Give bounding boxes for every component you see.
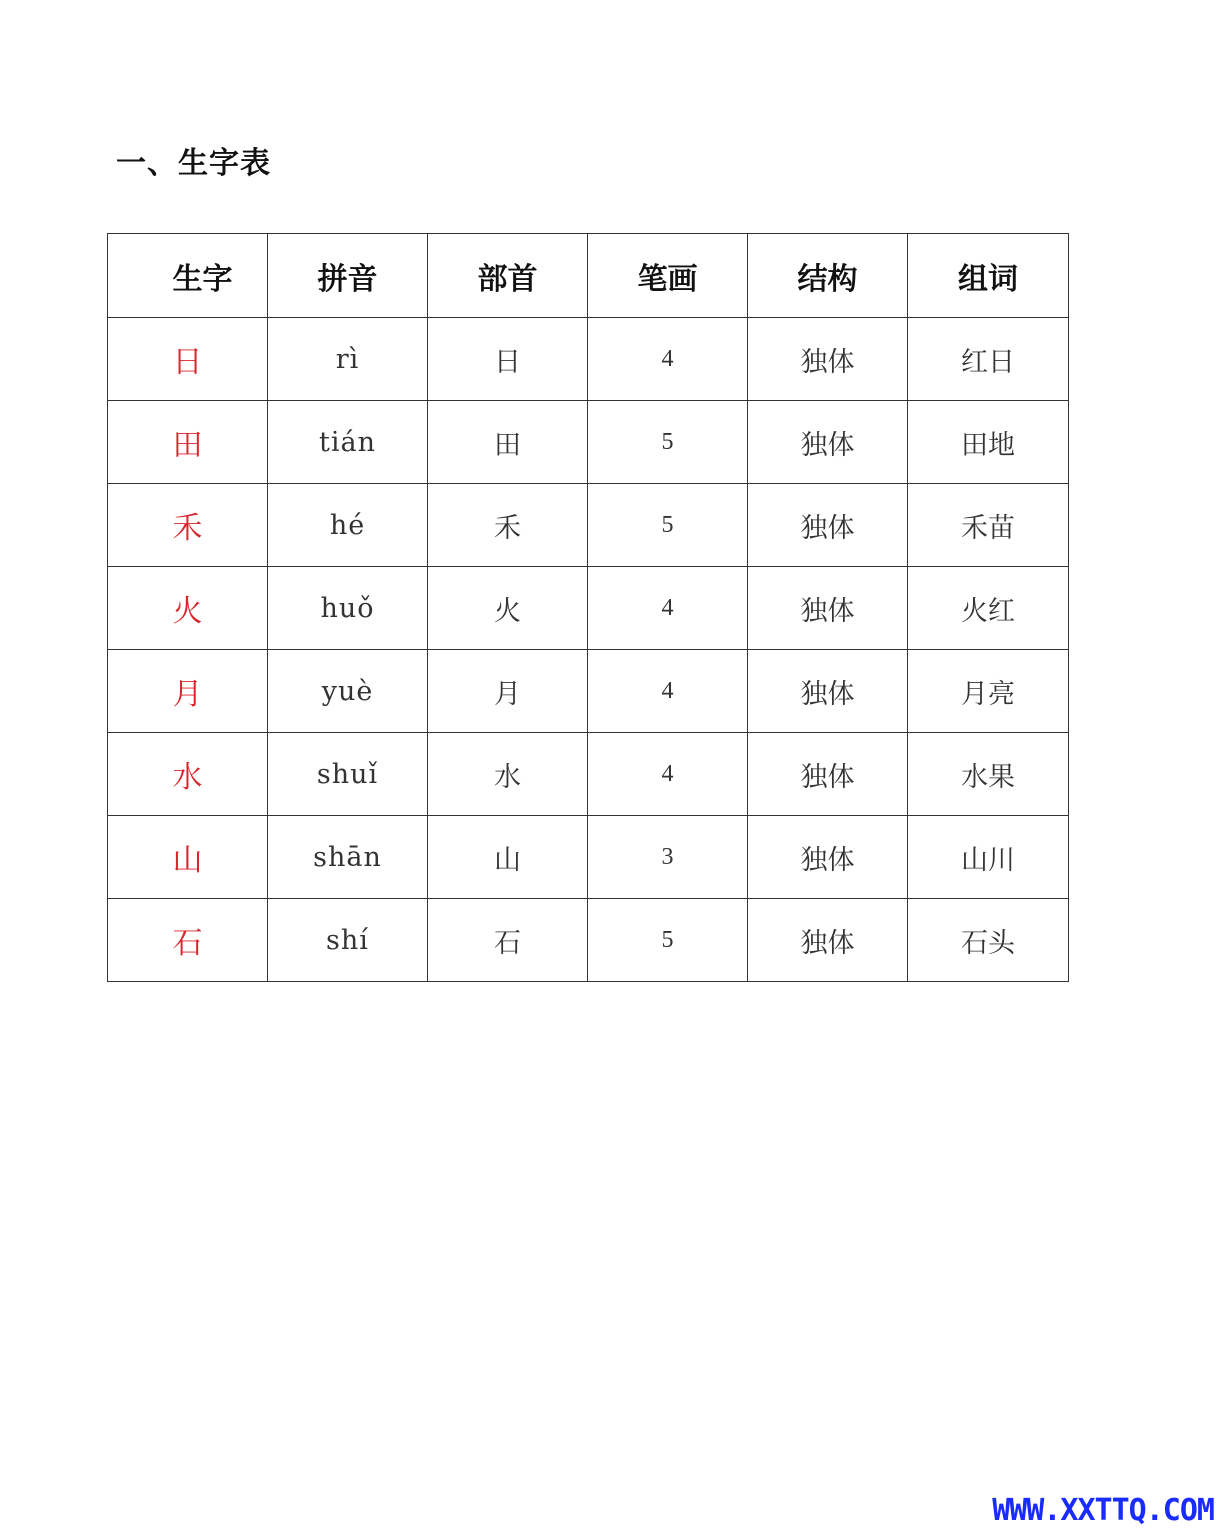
cell-structure: 独体	[748, 899, 908, 982]
cell-strokes: 3	[588, 816, 748, 899]
table-row	[108, 484, 1069, 567]
header-strokes: 笔画	[588, 234, 748, 318]
cell-strokes: 4	[588, 733, 748, 816]
cell-word: 山川	[908, 816, 1069, 899]
header-radical: 部首	[428, 234, 588, 318]
cell-radical: 山	[428, 816, 588, 899]
cell-word: 月亮	[908, 650, 1069, 733]
cell-structure: 独体	[748, 318, 908, 401]
character-table	[107, 233, 1069, 982]
table-row	[108, 816, 1069, 899]
cell-structure: 独体	[748, 816, 908, 899]
table-row	[108, 899, 1069, 982]
cell-pinyin: rì	[268, 318, 428, 401]
cell-word: 水果	[908, 733, 1069, 816]
cell-pinyin: shí	[268, 899, 428, 982]
table-header-row	[108, 234, 1069, 318]
header-char: 生字	[108, 234, 268, 318]
cell-structure: 独体	[748, 733, 908, 816]
site-watermark: WWW.XXTTQ.COM	[992, 1493, 1214, 1528]
section-title: 一、生字表	[116, 146, 271, 181]
table-row	[108, 401, 1069, 484]
cell-strokes: 4	[588, 567, 748, 650]
cell-char: 日	[108, 318, 268, 401]
cell-char: 田	[108, 401, 268, 484]
cell-word: 石头	[908, 899, 1069, 982]
cell-structure: 独体	[748, 401, 908, 484]
table-row	[108, 318, 1069, 401]
cell-pinyin: shān	[268, 816, 428, 899]
table-row	[108, 567, 1069, 650]
cell-word: 田地	[908, 401, 1069, 484]
cell-char: 火	[108, 567, 268, 650]
header-pinyin: 拼音	[268, 234, 428, 318]
cell-pinyin: hé	[268, 484, 428, 567]
cell-strokes: 4	[588, 650, 748, 733]
cell-char: 月	[108, 650, 268, 733]
cell-radical: 月	[428, 650, 588, 733]
cell-char: 山	[108, 816, 268, 899]
cell-radical: 田	[428, 401, 588, 484]
cell-radical: 火	[428, 567, 588, 650]
cell-pinyin: huǒ	[268, 567, 428, 650]
cell-word: 红日	[908, 318, 1069, 401]
cell-pinyin: yuè	[268, 650, 428, 733]
cell-structure: 独体	[748, 650, 908, 733]
cell-word: 火红	[908, 567, 1069, 650]
cell-structure: 独体	[748, 484, 908, 567]
cell-radical: 水	[428, 733, 588, 816]
cell-strokes: 5	[588, 899, 748, 982]
cell-radical: 禾	[428, 484, 588, 567]
cell-pinyin: tián	[268, 401, 428, 484]
table-row	[108, 650, 1069, 733]
cell-strokes: 5	[588, 401, 748, 484]
cell-pinyin: shuǐ	[268, 733, 428, 816]
cell-radical: 石	[428, 899, 588, 982]
header-word: 组词	[908, 234, 1069, 318]
cell-radical: 日	[428, 318, 588, 401]
cell-word: 禾苗	[908, 484, 1069, 567]
header-structure: 结构	[748, 234, 908, 318]
cell-char: 禾	[108, 484, 268, 567]
cell-structure: 独体	[748, 567, 908, 650]
cell-strokes: 4	[588, 318, 748, 401]
table-row	[108, 733, 1069, 816]
cell-char: 水	[108, 733, 268, 816]
cell-strokes: 5	[588, 484, 748, 567]
cell-char: 石	[108, 899, 268, 982]
